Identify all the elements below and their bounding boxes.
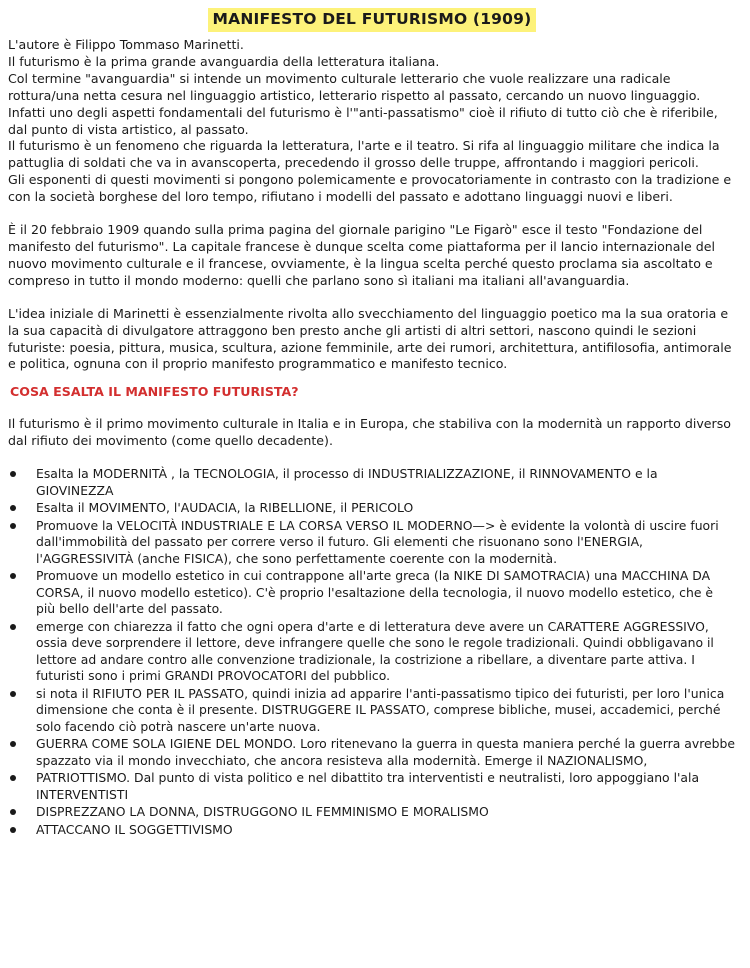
bullet-dot-icon — [10, 809, 16, 815]
spacer — [8, 400, 736, 416]
bullet-text: emerge con chiarezza il fatto che ogni opera d'arte e di letteratura deve avere un CARATTERE AGGRESSIVO, ossia deve sorprendere il lettore, deve infrangere quelle che sono le regole tradizionali. Quindi obbligavano il lettore ad andare contro alle convenzione tradizionale, la costrizione a ribellare, a diventare parte attiva. I futuristi sono i primi GRANDI PROVOCATORI del pubblico. — [36, 618, 714, 684]
bullet-item — [8, 822, 736, 839]
intro-exponents: Gli esponenti di questi movimenti si pongono polemicamente e provocatoriamente in contrasto con la tradizione e con la società borghese del loro tempo, rifiutano i modelli del passato e adottano linguaggi nuovi e liberi. — [8, 172, 732, 205]
paragraph-figaro: È il 20 febbraio 1909 quando sulla prima pagina del giornale parigino "Le Figarò" esce il testo "Fondazione del manifesto del futurismo". La capitale francese è dunque scelta come piattaforma per il lancio internazionale del nuovo movimento culturale e il francese, ovviamente, è la lingua scelta perché questo proclama sia ascoltato e compreso in tutto il mondo moderno: quelli che parlano sono sì italiani ma italiani all'avanguardia. — [8, 222, 715, 288]
spacer — [8, 373, 736, 383]
spacer — [8, 450, 736, 466]
section-title: COSA ESALTA IL MANIFESTO FUTURISTA? — [10, 384, 299, 400]
bullet-text: GUERRA COME SOLA IGIENE DEL MONDO. Loro ritenevano la guerra in questa maniera perché la guerra avrebbe spazzato via il mondo invecchiato, che ancora resisteva alla modernità. Emerge il NAZIONALISMO, — [36, 736, 736, 768]
bullet-dot-icon — [10, 775, 16, 781]
bullet-item — [8, 500, 736, 517]
bullet-dot-icon — [10, 573, 16, 579]
bullet-text: Esalta la MODERNITÀ , la TECNOLOGIA, il processo di INDUSTRIALIZZAZIONE, il RINNOVAMENTO e la GIOVINEZZA — [36, 466, 658, 498]
bullet-item — [8, 736, 736, 769]
bullet-text: Promuove un modello estetico in cui contrappone all'arte greca (la NIKE DI SAMOTRACIA) una MACCHINA DA CORSA, il nuovo modello estetico). C'è proprio l'esaltazione della tecnologia, il nuovo modello estetico, che è più bello dell'arte del passato. — [36, 568, 714, 617]
bullet-list — [8, 466, 736, 838]
bullet-item — [8, 619, 736, 685]
intro-first-avant-garde: Il futurismo è la prima grande avanguardia della letteratura italiana. — [8, 53, 440, 69]
bullet-dot-icon — [10, 523, 16, 529]
intro-avant-garde-definition: Col termine "avanguardia" si intende un movimento culturale letterario che vuole realizzare una radicale rottura/una netta cesura nel linguaggio artistico, letterario rispetto al passato, cercando un nuovo linguaggio. Infatti uno degli aspetti fondamentali del futurismo è l'"anti-passatismo" cioè il rifiuto di tutto ciò che è riferibile, dal punto di vista artistico, al passato. — [8, 70, 718, 137]
spacer — [8, 290, 736, 306]
title-wrap — [8, 8, 736, 32]
bullet-dot-icon — [10, 827, 16, 833]
bullet-text: DISPREZZANO LA DONNA, DISTRUGGONO IL FEMMINISMO E MORALISMO — [36, 804, 489, 820]
bullet-text: ATTACCANO IL SOGGETTIVISMO — [36, 821, 233, 837]
intro-phenomenon: Il futurismo è un fenomeno che riguarda la letteratura, l'arte e il teatro. Si rifa al linguaggio militare che indica la pattuglia di soldati che va in avanscoperta, precedendo il grosso delle truppe, affrontando i maggiori pericoli. — [8, 138, 720, 171]
bullet-item — [8, 686, 736, 736]
bullet-item — [8, 770, 736, 803]
bullet-item — [8, 804, 736, 821]
bullet-text: PATRIOTTISMO. Dal punto di vista politico e nel dibattito tra interventisti e neutralisti, loro appoggiano l'ala INTERVENTISTI — [36, 770, 700, 802]
bullet-item — [8, 466, 736, 499]
intro-author: L'autore è Filippo Tommaso Marinetti. — [8, 37, 244, 52]
paragraph-marinetti-idea: L'idea iniziale di Marinetti è essenzialmente rivolta allo svecchiamento del linguaggio poetico ma la sua oratoria e la sua capacità di divulgatore attraggono ben presto anche gli artisti di altri settori, nascono quindi le sezioni futuriste: poesia, pittura, musica, scultura, azione femminile, arte dei rumori, architettura, antifilosofia, antimorale e politica, ognuna con il proprio manifesto programmatico e manifesto tecnico. — [8, 305, 732, 372]
bullet-dot-icon — [10, 624, 16, 630]
document-title: MANIFESTO DEL FUTURISMO (1909) — [208, 8, 537, 32]
bullet-text: Esalta il MOVIMENTO, l'AUDACIA, la RIBELLIONE, il PERICOLO — [36, 500, 414, 516]
bullet-dot-icon — [10, 691, 16, 697]
bullet-dot-icon — [10, 741, 16, 747]
bullet-item — [8, 568, 736, 618]
spacer — [8, 206, 736, 222]
section-intro: Il futurismo è il primo movimento culturale in Italia e in Europa, che stabiliva con la modernità un rapporto diverso dal rifiuto dei movimento (come quello decadente). — [8, 416, 731, 449]
bullet-dot-icon — [10, 471, 16, 477]
bullet-dot-icon — [10, 505, 16, 511]
bullet-text: Promuove la VELOCITÀ INDUSTRIALE E LA CORSA VERSO IL MODERNO—> è evidente la volontà di uscire fuori dall'immobilità del passato per correre verso il futuro. Gli elementi che risuonano sono l'ENERGIA, l'AGGRESSIVITÀ (anche FISICA), che sono perfettamente coerente con la modernità. — [36, 517, 719, 566]
bullet-text: si nota il RIFIUTO PER IL PASSATO, quindi inizia ad apparire l'anti-passatismo tipico dei futuristi, per loro l'unica dimensione che conta è il presente. DISTRUGGERE IL PASSATO, comprese bibliche, musei, accademici, perché solo facendo ciò potrà nascere un'arte nuova. — [36, 685, 725, 734]
bullet-item — [8, 518, 736, 568]
